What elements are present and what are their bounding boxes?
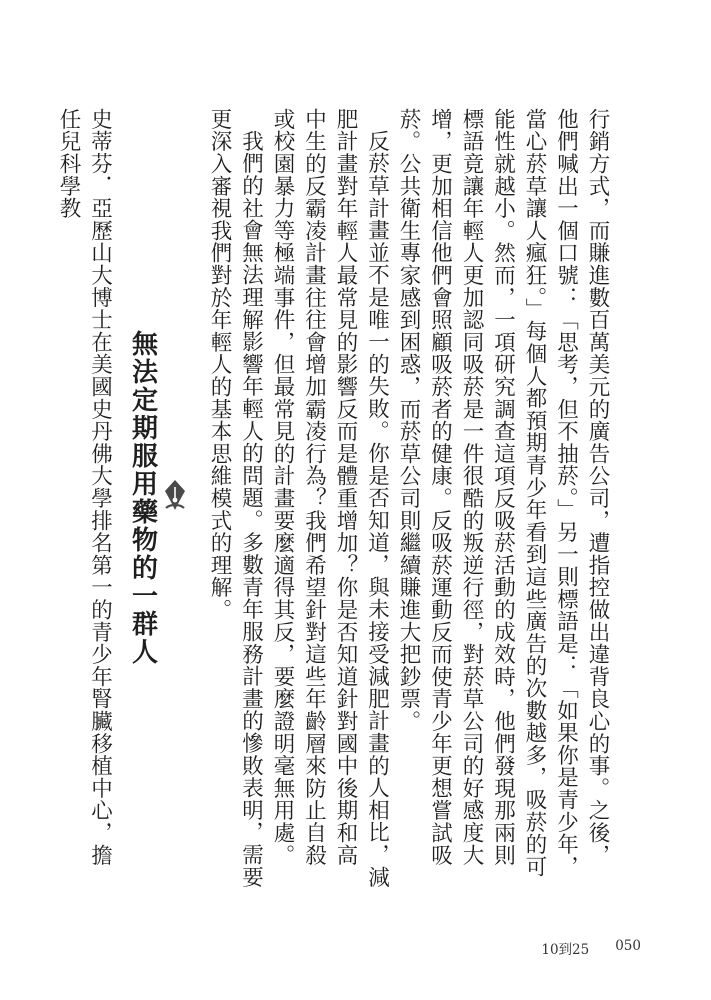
book-title: 10到25 [541, 942, 590, 958]
section-heading-text: 無法定期服用藥物的一群人 [127, 330, 158, 666]
body-paragraph-3: 我們的社會無法理解影響年輕人的問題。多數青年服務計畫的慘敗表明，需要更深入審視我們對於年輕人的基本思維模式的理解。 [207, 108, 264, 888]
page-number: 050 [615, 938, 641, 954]
vertical-text-body [56, 108, 613, 888]
section-heading [126, 108, 190, 888]
body-paragraph-4: 史蒂芬．亞歷山大博士在美國史丹佛大學排名第一的青少年腎臟移植中心，擔任兒科學教 [56, 108, 113, 867]
body-paragraph-1: 行銷方式，而賺進數百萬美元的廣告公司，遭指控做出違背良心的事。之後，他們喊出一個口號：「思考，但不抽菸。」另一則標語是：「如果你是青少年，當心菸草讓人瘋狂。」每個人都預期青少年看到這些廣告的次數越多，吸菸的可能性就越小。然而，一項研究調查這項反吸菸活動的成效時，他們發現那兩則標語竟讓年輕人更加認同吸菸是一件很酷的叛逆行徑，對菸草公司的好感度大增，更加相信他們會照顧吸菸者的健康。反吸菸運動反而使青少年更想嘗試吸菸。公共衛生專家感到困惑，而菸草公司則繼續賺進大把鈔票。 [396, 108, 610, 878]
body-paragraph-2: 反菸草計畫並不是唯一的失敗。你是否知道，與未接受減肥計畫的人相比，減肥計畫對年輕人最常見的影響反而是體重增加？你是否知道針對國中後期和高中生的反霸凌計畫往往會增加霸凌行為？我們希望針對這些年齡層來防止自殺或校園暴力等極端事件，但最常見的計畫要麼適得其反，要麼證明毫無用處。 [270, 108, 390, 888]
page-footer [541, 938, 641, 958]
pen-nib-icon [160, 478, 190, 512]
